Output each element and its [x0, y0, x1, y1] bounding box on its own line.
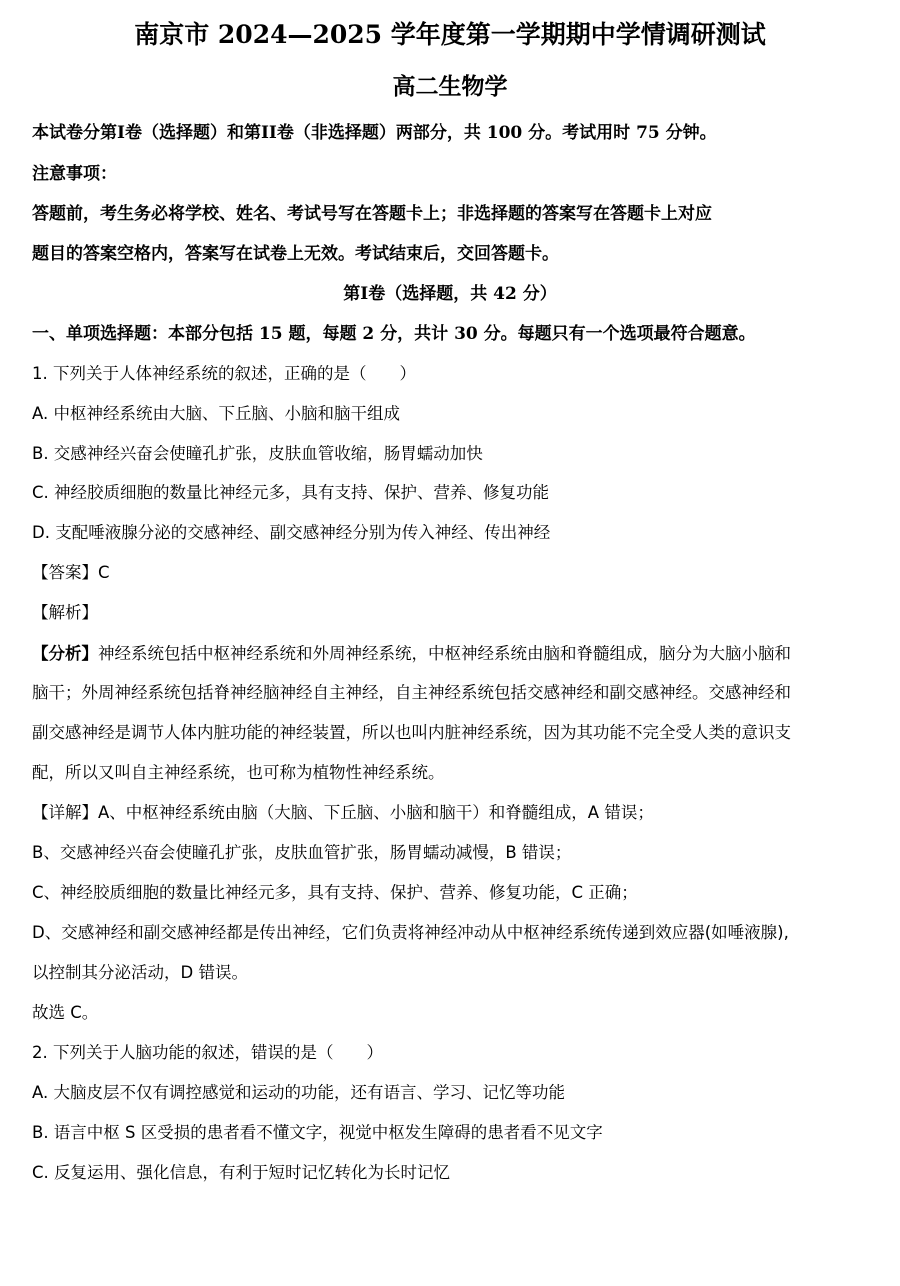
fenxi-line-3: 副交感神经是调节人体内脏功能的神经装置，所以也叫内脏神经系统，因为其功能不完全受人类的意识支 — [32, 723, 791, 742]
question-1-answer — [32, 562, 868, 584]
notice-label: 注意事项： — [32, 164, 117, 184]
fenxi-text-1: 神经系统包括中枢神经系统和外周神经系统，中枢神经系统由脑和脊髓组成，脑分为大脑小脑和 — [98, 644, 791, 663]
fenxi-line-1 — [32, 643, 868, 665]
question-1-option-c: C. 神经胶质细胞的数量比神经元多，具有支持、保护、营养、修复功能 — [32, 483, 550, 502]
detail-text-a: A、中枢神经系统由脑（大脑、下丘脑、小脑和脑干）和脊髓组成，A 错误； — [98, 803, 654, 822]
answer-tag: 【答案】 — [32, 563, 98, 582]
fenxi-line-2: 脑干；外周神经系统包括脊神经脑神经自主神经，自主神经系统包括交感神经和副交感神经。交感神经和 — [32, 683, 791, 702]
detail-line-c: C、神经胶质细胞的数量比神经元多，具有支持、保护、营养、修复功能，C 正确； — [32, 883, 638, 902]
fenxi-line-4: 配，所以又叫自主神经系统，也可称为植物性神经系统。 — [32, 763, 445, 782]
section-heading: 第I卷（选择题，共 42 分） — [343, 284, 557, 304]
document-title: 南京市 2024—2025 学年度第一学期期中学情调研测试 — [134, 20, 766, 49]
detail-line-d1: D、交感神经和副交感神经都是传出神经，它们负责将神经冲动从中枢神经系统传递到效应器(如唾液腺), — [32, 923, 789, 942]
question-1-option-d: D. 支配唾液腺分泌的交感神经、副交感神经分别为传入神经、传出神经 — [32, 523, 551, 542]
detail-tag: 【详解】 — [32, 803, 98, 822]
answer-value: C — [98, 563, 110, 582]
detail-line-d2: 以控制其分泌活动，D 错误。 — [32, 963, 248, 982]
question-2-option-c: C. 反复运用、强化信息，有利于短时记忆转化为长时记忆 — [32, 1163, 451, 1182]
analysis-tag: 【解析】 — [32, 603, 98, 622]
question-1-stem: 1. 下列关于人体神经系统的叙述，正确的是（ ） — [32, 364, 416, 383]
document-subtitle: 高二生物学 — [392, 73, 508, 100]
detail-line-b: B、交感神经兴奋会使瞳孔扩张，皮肤血管扩张，肠胃蠕动减慢，B 错误； — [32, 843, 572, 862]
notice-line-2: 题目的答案空格内，答案写在试卷上无效。考试结束后，交回答题卡。 — [32, 244, 559, 264]
question-2-stem: 2. 下列关于人脑功能的叙述，错误的是（ ） — [32, 1043, 383, 1062]
fenxi-tag: 【分析】 — [32, 644, 98, 663]
detail-line-a — [32, 802, 868, 824]
intro-line: 本试卷分第I卷（选择题）和第II卷（非选择题）两部分，共 100 分。考试用时 75 分钟。 — [32, 123, 717, 143]
conclusion: 故选 C。 — [32, 1003, 99, 1022]
question-1-option-b: B. 交感神经兴奋会使瞳孔扩张，皮肤血管收缩，肠胃蠕动加快 — [32, 444, 483, 463]
notice-line-1: 答题前，考生务必将学校、姓名、考试号写在答题卡上；非选择题的答案写在答题卡上对应 — [32, 204, 712, 224]
question-2-option-b: B. 语言中枢 S 区受损的患者看不懂文字，视觉中枢发生障碍的患者看不见文字 — [32, 1123, 603, 1142]
question-2-option-a: A. 大脑皮层不仅有调控感觉和运动的功能，还有语言、学习、记忆等功能 — [32, 1083, 565, 1102]
section-instruction: 一、单项选择题：本部分包括 15 题，每题 2 分，共计 30 分。每题只有一个选项最符合题意。 — [32, 324, 756, 344]
question-1-option-a: A. 中枢神经系统由大脑、下丘脑、小脑和脑干组成 — [32, 404, 400, 423]
